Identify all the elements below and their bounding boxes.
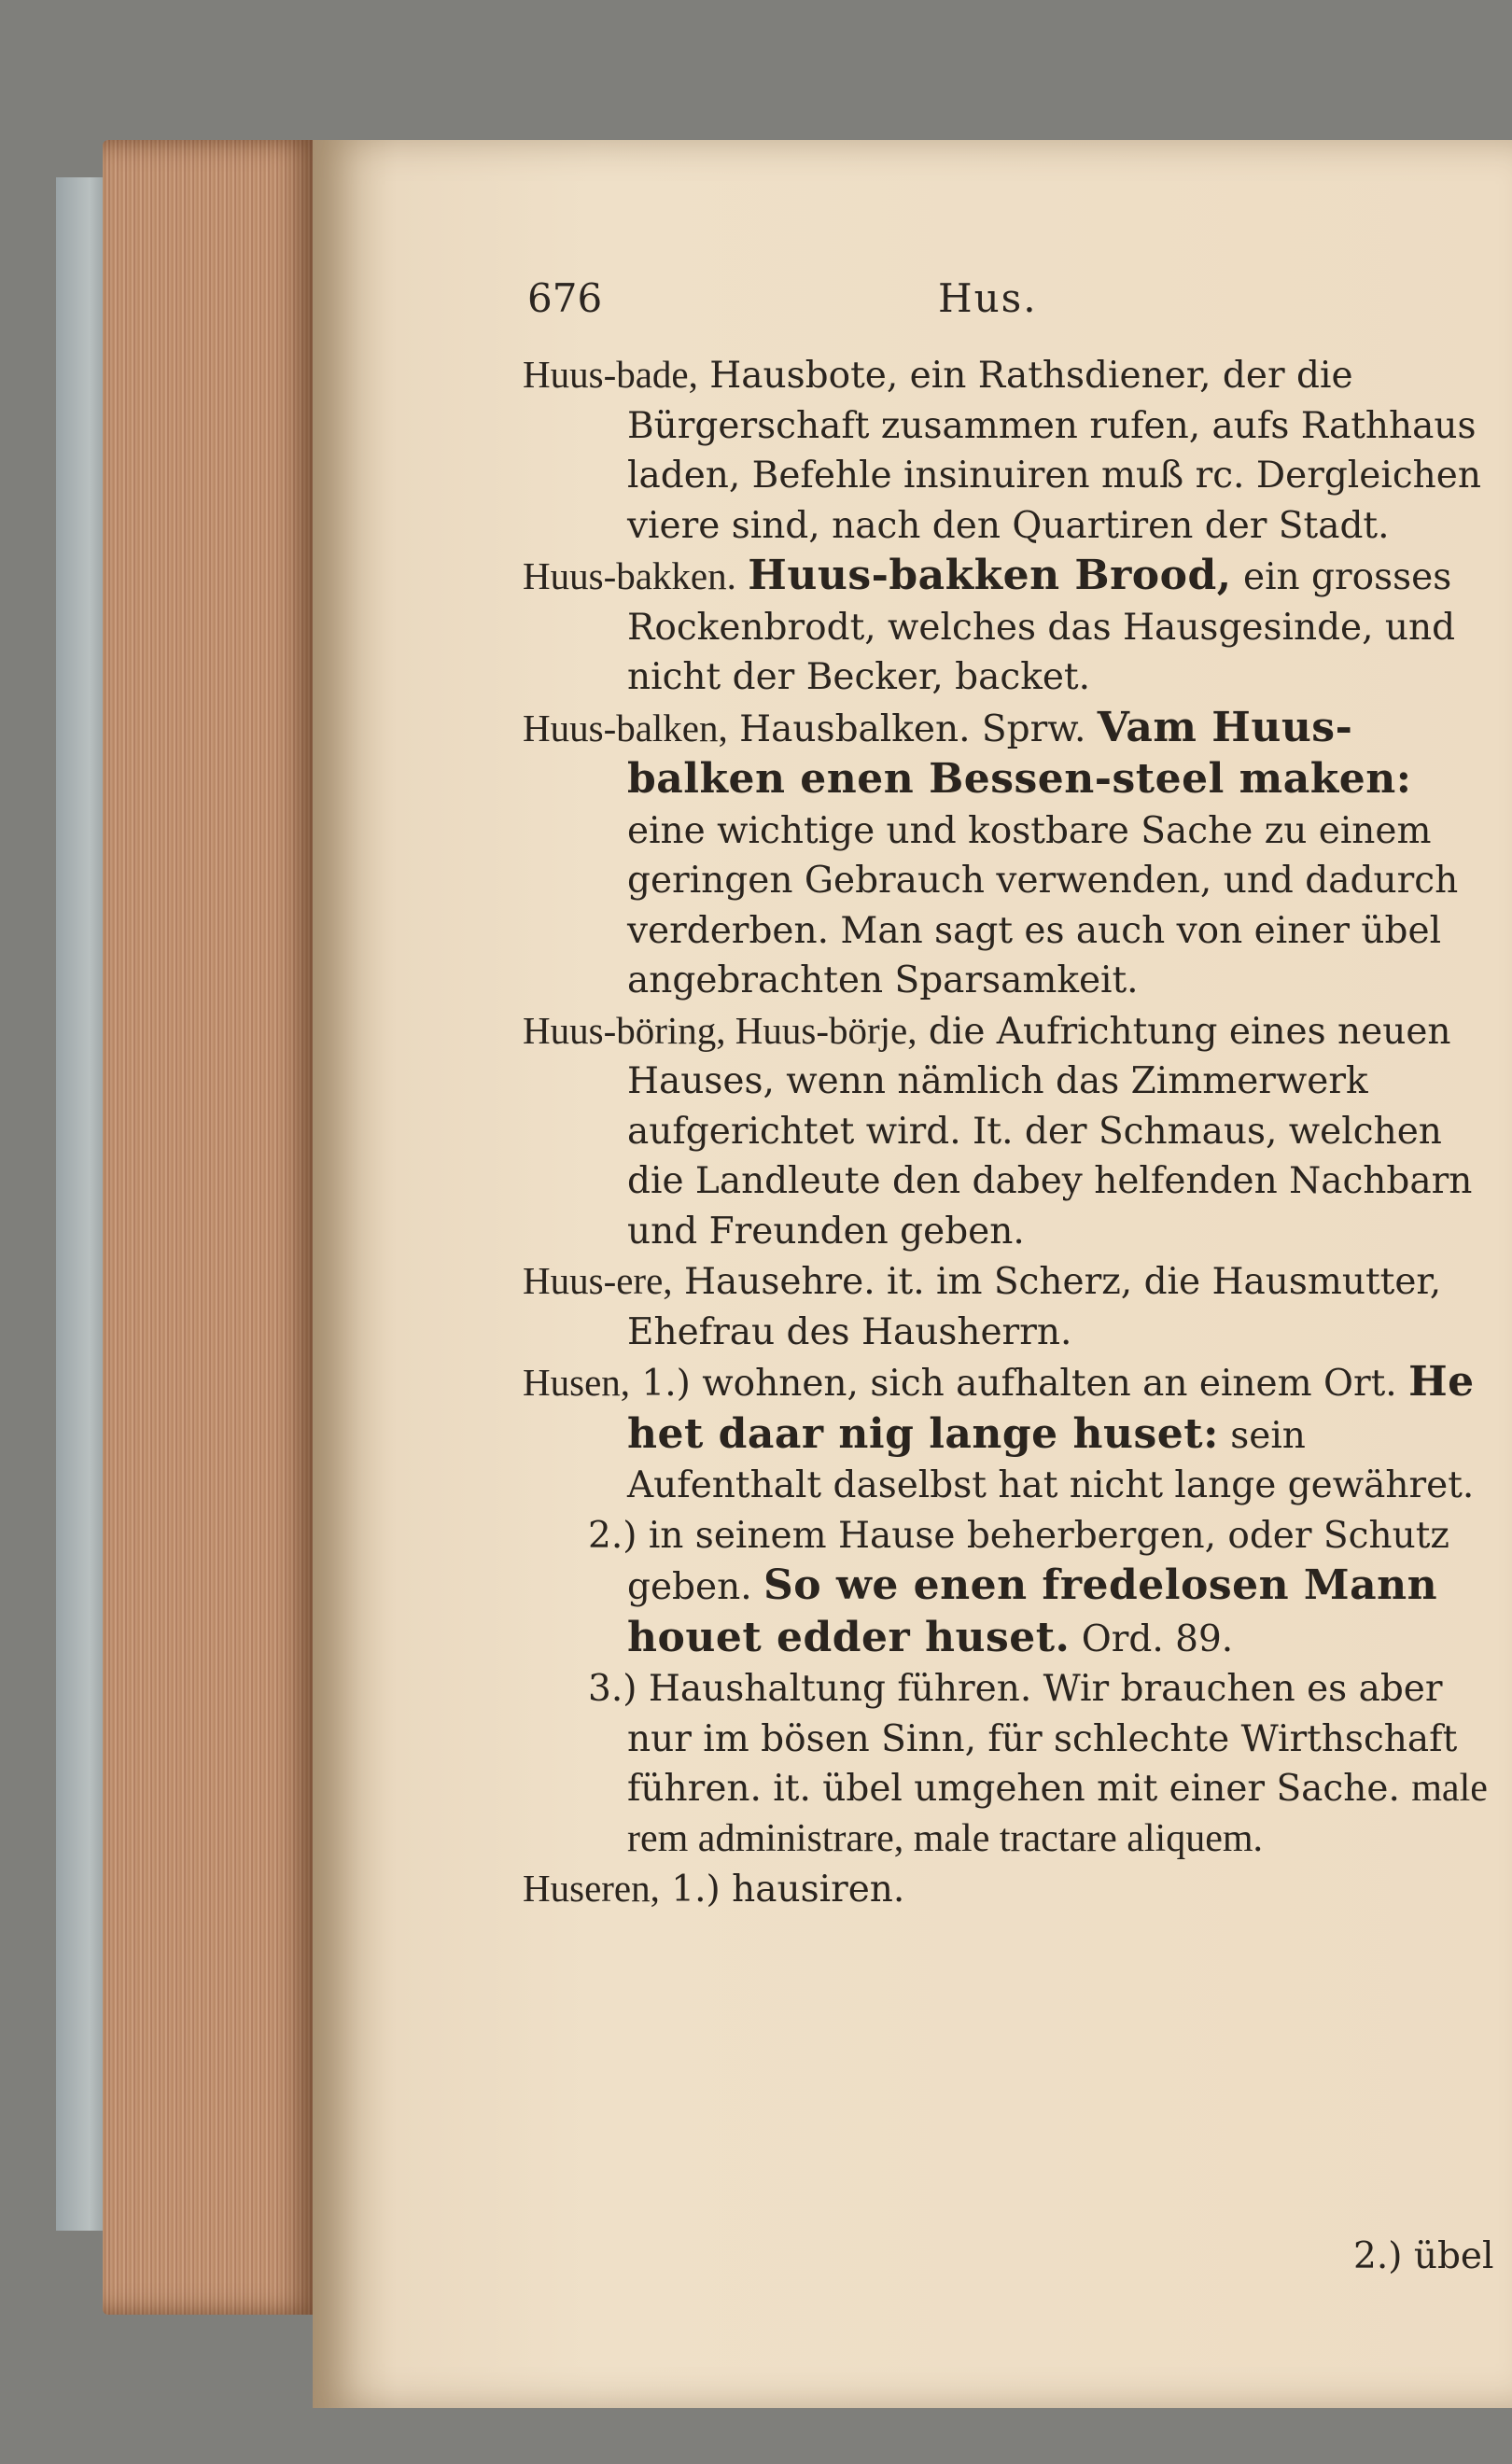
entry-text: die Aufrichtung eines neuen Hauses, wenn nämlich das Zimmerwerk aufgerichtet wird. It. der Schmaus, welchen die Landleute den dabey helfenden Nachbarn und Freunden geben. xyxy=(627,1010,1473,1253)
entry-huus-bade xyxy=(523,350,1493,551)
page-number: 676 xyxy=(527,275,603,321)
page-header xyxy=(527,275,1470,341)
headword: Huus-bade, xyxy=(523,353,698,396)
entry-text-pre: Hausbalken. Sprw. xyxy=(739,707,1086,750)
entry-text-pre: 1.) wohnen, sich aufhalten an einem Ort. xyxy=(641,1363,1397,1405)
headword: Huus-bakken. xyxy=(523,554,736,597)
phrase: Huus-bakken Brood, xyxy=(748,552,1232,599)
headword: Huseren, xyxy=(523,1867,660,1910)
dictionary-text xyxy=(523,350,1493,1915)
phrase: Vam Huus-balken enen Bessen-steel maken: xyxy=(627,703,1412,803)
entry-huus-bakken xyxy=(523,551,1493,703)
entry-husen xyxy=(523,1357,1493,1511)
latin-gloss: male rem administrare, male tractare aliquem. xyxy=(627,1767,1488,1860)
headword: Huus-böring, Huus-börje, xyxy=(523,1008,917,1052)
entry-huus-balken xyxy=(523,703,1493,1006)
entry-huus-boering xyxy=(523,1006,1493,1257)
phrase: So we enen fredelosen Mann houet edder huset. xyxy=(627,1561,1438,1661)
headword: Husen, xyxy=(523,1361,631,1404)
running-head: Hus. xyxy=(938,275,1038,321)
entry-text-pre: 2.) in seinem Hause beherbergen, oder Schutz geben. xyxy=(588,1514,1449,1608)
entry-text: sein Aufenthalt daselbst hat nicht lange gewähret. xyxy=(627,1414,1475,1506)
entry-huus-ere xyxy=(523,1256,1493,1357)
entry-husen-sense-3 xyxy=(523,1664,1493,1864)
entry-text: Ord. 89. xyxy=(1081,1617,1234,1660)
catchword: 2.) übel xyxy=(1353,2235,1494,2277)
entry-husen-sense-2 xyxy=(523,1511,1493,1665)
phrase: He het daar nig lange huset: xyxy=(627,1358,1475,1458)
headword: Huus-ere, xyxy=(523,1259,673,1302)
entry-text-pre: 3.) Haushaltung führen. Wir brauchen es aber nur im bösen Sinn, für schlechte Wirthschaft führen. it. übel umgehen mit einer Sache. xyxy=(588,1668,1458,1810)
entry-text: ein grosses Rockenbrodt, welches das Hausgesinde, und nicht der Becker, backet. xyxy=(627,556,1456,698)
headword: Huus-balken, xyxy=(523,706,728,749)
entry-text: eine wichtige und kostbare Sache zu einem geringen Gebrauch verwenden, und dadurch verderben. Man sagt es auch von einer übel angebrachten Sparsamkeit. xyxy=(627,809,1459,1001)
entry-huseren xyxy=(523,1864,1493,1915)
entry-text: 1.) hausiren. xyxy=(671,1869,905,1911)
entry-text: Hausehre. it. im Scherz, die Hausmutter, Ehefrau des Hausherrn. xyxy=(627,1261,1442,1353)
entry-text: Hausbote, ein Rathsdiener, der die Bürgerschaft zusammen rufen, aufs Rathhaus laden, Befehle insinuiren muß rc. Dergleichen viere sind, nach den Quartiren der Stadt. xyxy=(627,355,1481,547)
book-page-edges xyxy=(103,140,317,2315)
